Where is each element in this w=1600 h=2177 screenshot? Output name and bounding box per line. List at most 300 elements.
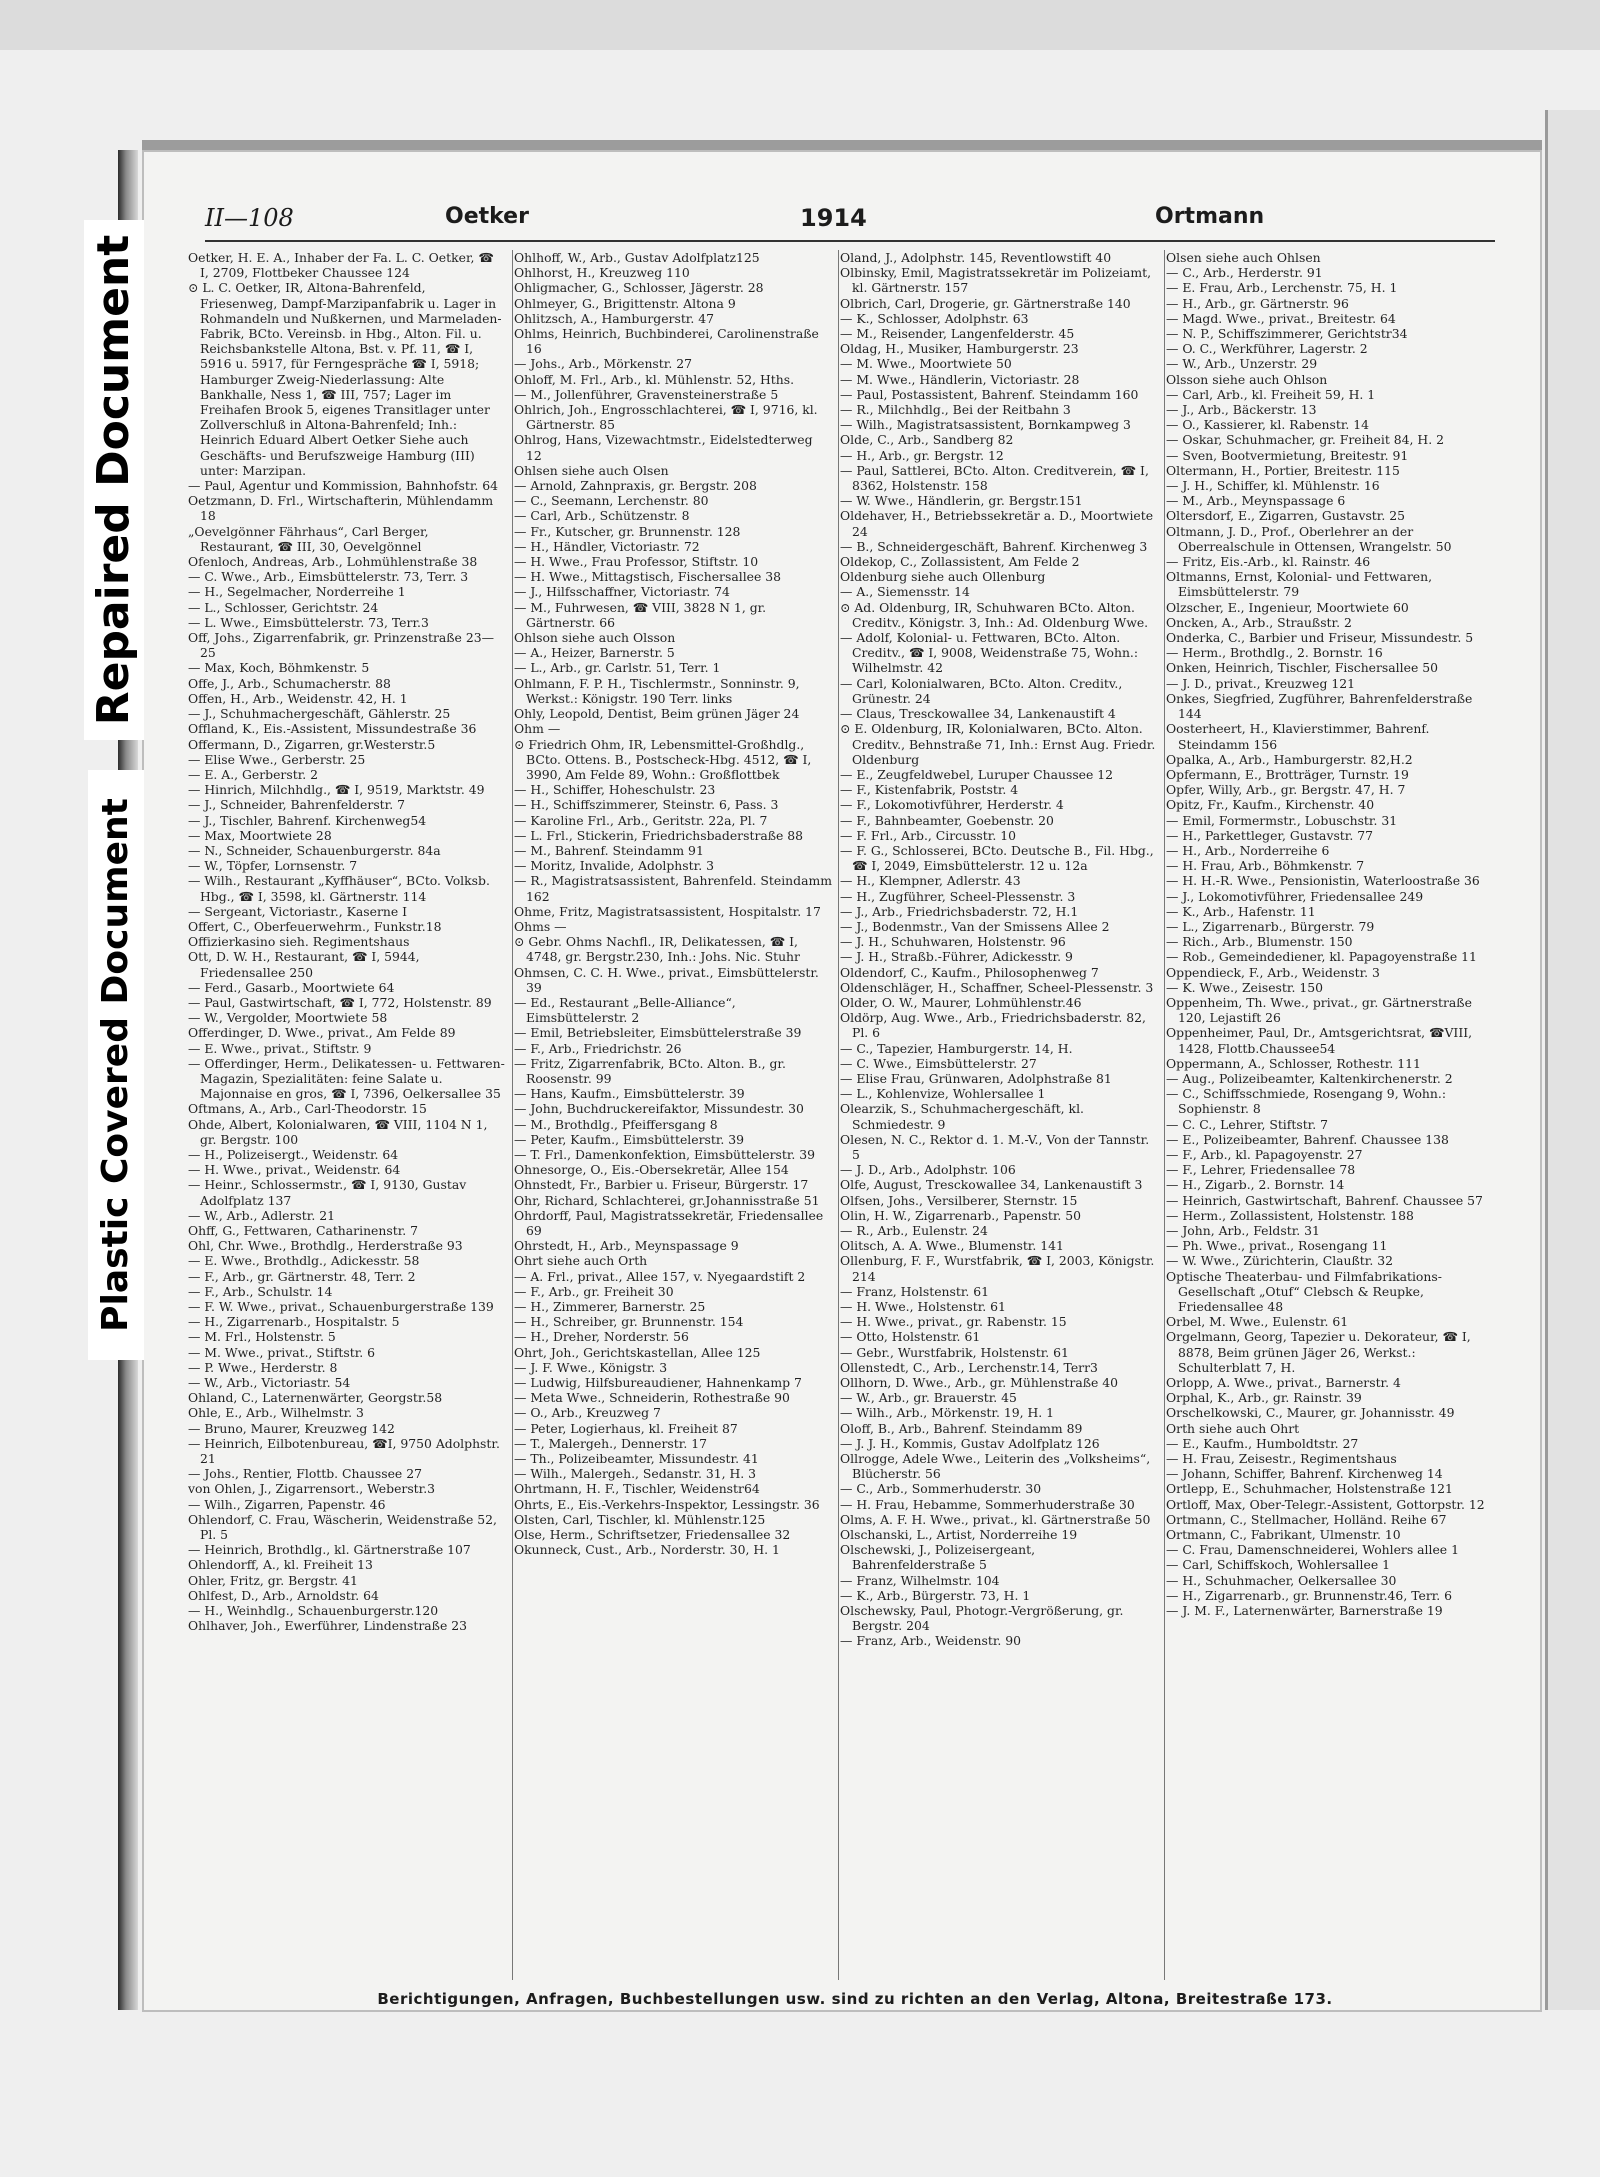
directory-entry: — L. Frl., Stickerin, Friedrichsbaderstraße 88 — [514, 827, 804, 843]
directory-entry: — R., Milchhdlg., Bei der Reitbahn 3 — [840, 402, 1071, 418]
directory-entry: — John, Arb., Feldstr. 31 — [1166, 1223, 1320, 1238]
directory-entry: — J. H., Straßb.-Führer, Adickesstr. 9 — [840, 949, 1073, 965]
directory-entry: — W., Arb., Adlerstr. 21 — [188, 1207, 335, 1223]
directory-entry: — H., Schreiber, gr. Brunnenstr. 154 — [514, 1314, 744, 1330]
directory-entry: — F., Arb., Schulstr. 14 — [188, 1283, 333, 1299]
directory-entry: — Max, Moortwiete 28 — [188, 827, 332, 843]
directory-entry: — Ludwig, Hilfsbureaudiener, Hahnenkamp 7 — [514, 1375, 802, 1391]
directory-entry: — F., Arb., Friedrichstr. 26 — [514, 1040, 682, 1056]
directory-entry: — Gebr., Wurstfabrik, Holstenstr. 61 — [840, 1344, 1069, 1360]
directory-entry: — W., Arb., Victoriastr. 54 — [188, 1375, 351, 1391]
directory-entry: Ohrt, Joh., Gerichtskastellan, Allee 125 — [514, 1344, 761, 1360]
directory-entry: — Elise Frau, Grünwaren, Adolphstraße 81 — [840, 1070, 1112, 1086]
directory-entry: Orgelmann, Georg, Tapezier u. Dekorateur, ☎ I, 8878, Beim grünen Jäger 26, Werkst.: Schulterblatt 7, H. — [1166, 1329, 1471, 1375]
directory-entry: — Heinrich, Eilbotenbureau, ☎I, 9750 Adolphstr. 21 — [188, 1435, 500, 1467]
directory-entry: — F., Lokomotivführer, Herderstr. 4 — [840, 797, 1064, 813]
directory-entry: Oloff, B., Arb., Bahrenf. Steindamm 89 — [840, 1420, 1083, 1436]
directory-entry: — T. Frl., Damenkonfektion, Eimsbüttelerstr. 39 — [514, 1146, 816, 1162]
directory-entry: Orlopp, A. Wwe., privat., Barnerstr. 4 — [1166, 1375, 1401, 1391]
directory-entry: — P. Wwe., Herderstr. 8 — [188, 1359, 338, 1375]
directory-entry: Olse, Herm., Schriftsetzer, Friedensallee 32 — [514, 1527, 791, 1543]
directory-entry: Ohle, E., Arb., Wilhelmstr. 3 — [188, 1405, 364, 1421]
directory-entry: Oetzmann, D. Frl., Wirtschafterin, Mühlendamm 18 — [188, 493, 494, 524]
directory-entry: — M., Jollenführer, Gravensteinerstraße 5 — [514, 386, 779, 402]
directory-entry: Ohlitzsch, A., Hamburgerstr. 47 — [514, 310, 714, 326]
directory-entry: Ortmann, C., Fabrikant, Ulmenstr. 10 — [1166, 1527, 1401, 1543]
directory-entry: — H., Zugführer, Scheel-Plessenstr. 3 — [840, 888, 1076, 904]
directory-entry: Olschewsky, Paul, Photogr.-Vergrößerung, gr. Bergstr. 204 — [840, 1603, 1124, 1634]
directory-entry: — F., Arb., gr. Gärtnerstr. 48, Terr. 2 — [188, 1268, 416, 1284]
directory-entry: Onkes, Siegfried, Zugführer, Bahrenfelderstraße 144 — [1166, 690, 1473, 722]
directory-entry: — Heinrich, Brothdlg., kl. Gärtnerstraße 107 — [188, 1542, 471, 1558]
directory-entry: — Rob., Gemeindediener, kl. Papagoyenstraße 11 — [1166, 949, 1477, 965]
directory-entry: Oltersdorf, E., Zigarren, Gustavstr. 25 — [1166, 508, 1405, 524]
directory-entry: — J., Arb., Bäckerstr. 13 — [1166, 402, 1317, 418]
directory-entry: Oldörp, Aug. Wwe., Arb., Friedrichsbaderstr. 82, Pl. 6 — [840, 1010, 1146, 1041]
directory-entry: — E. Frau, Arb., Lerchenstr. 75, H. 1 — [1166, 280, 1398, 296]
directory-entry: — H. Wwe., Frau Professor, Stiftstr. 10 — [514, 554, 759, 570]
directory-entry: Ohms — — [514, 918, 567, 934]
directory-entry: — E., Kaufm., Humboldtstr. 27 — [1166, 1435, 1359, 1451]
directory-entry: — H., Parkettleger, Gustavstr. 77 — [1166, 827, 1373, 843]
column-2 — [514, 250, 839, 1980]
directory-entry: — L., Arb., gr. Carlstr. 51, Terr. 1 — [514, 660, 721, 676]
directory-entry: Oland, J., Adolphstr. 145, Reventlowstift 40 — [840, 250, 1112, 265]
directory-entry: — Carl, Arb., Schützenstr. 8 — [514, 508, 690, 524]
directory-entry: Ohlmann, F. P. H., Tischlermstr., Sonninstr. 9, Werkst.: Königstr. 190 Terr. links — [514, 675, 800, 706]
directory-entry: — Paul, Gastwirtschaft, ☎ I, 772, Holstenstr. 89 — [188, 994, 492, 1010]
directory-entry: — E., Polizeibeamter, Bahrenf. Chaussee 138 — [1166, 1131, 1449, 1147]
directory-entry: ⊙ L. C. Oetker, IR, Altona-Bahrenfeld, Friesenweg, Dampf-Marzipanfabrik u. Lager in Rohmandeln und Nußkernen, und Marmeladen-Fabrik, BCto. Vereinsb. in Hbg., Alton. Fil. u. Reichsbankstelle Altona, Bst. v. Pf. 11, ☎ I, 5916 u. 5917, für Ferngespräche ☎ I, 5918; Hamburger Zweig-Niederlassung: Alte Bankhalle, Ness 1, ☎ III, 757; Lager im Freihafen Brook 5, eigenes Transitlager unter Zollverschluß in Altona-Bahrenfeld; Inh.: Heinrich Eduard Albert Oetker Siehe auch Geschäfts- und Berufszweige Hamburg (III) unter: Marzipan. — [188, 280, 502, 478]
directory-entry: — C., Seemann, Lerchenstr. 80 — [514, 493, 709, 509]
column-1 — [188, 250, 513, 1980]
directory-entry: Ohlsen siehe auch Olsen — [514, 462, 669, 478]
directory-entry: — H., Arb., gr. Bergstr. 12 — [840, 447, 1004, 463]
directory-entry: Olitsch, A. A. Wwe., Blumenstr. 141 — [840, 1238, 1064, 1254]
directory-entry: — H. Wwe., Mittagstisch, Fischersallee 38 — [514, 569, 782, 585]
directory-entry: — J., Schneider, Bahrenfelderstr. 7 — [188, 797, 405, 813]
directory-entry: — J., Arb., Friedrichsbaderstr. 72, H.1 — [840, 903, 1079, 919]
directory-entry: — John, Buchdruckereifaktor, Missundestr. 30 — [514, 1101, 804, 1117]
directory-entry: Ohrt siehe auch Orth — [514, 1253, 648, 1269]
directory-entry: — H. H.-R. Wwe., Pensionistin, Waterloostraße 36 — [1166, 873, 1480, 889]
directory-entry: — F. G., Schlosserei, BCto. Deutsche B., Fil. Hbg., ☎ I, 2049, Eimsbüttelerstr. 12 u. 12a — [840, 842, 1154, 874]
directory-entry: — Magd. Wwe., privat., Breitestr. 64 — [1166, 310, 1396, 326]
directory-entry: Ohland, C., Laternenwärter, Georgstr.58 — [188, 1390, 443, 1406]
directory-entry: Oltermann, H., Portier, Breitestr. 115 — [1166, 462, 1400, 478]
directory-entry: — M., Fuhrwesen, ☎ VIII, 3828 N 1, gr. Gärtnerstr. 66 — [514, 599, 767, 630]
directory-entry: Ohler, Fritz, gr. Bergstr. 41 — [188, 1572, 358, 1588]
directory-entry: Opitz, Fr., Kaufm., Kirchenstr. 40 — [1166, 797, 1375, 813]
directory-entry: — B., Schneidergeschäft, Bahrenf. Kirchenweg 3 — [840, 538, 1148, 554]
directory-entry: Ohnstedt, Fr., Barbier u. Friseur, Bürgerstr. 17 — [514, 1177, 809, 1193]
page-footer: Berichtigungen, Anfragen, Buchbestellungen usw. sind zu richten an den Verlag, Altona, Breitestraße 173. — [377, 1990, 1333, 2008]
directory-entry: Ortlepp, E., Schuhmacher, Holstenstraße 121 — [1166, 1481, 1453, 1497]
directory-entry: — O., Kassierer, kl. Rabenstr. 14 — [1166, 417, 1370, 433]
directory-entry: — C., Arb., Herderstr. 91 — [1166, 265, 1323, 281]
directory-entry: Olms, A. F. H. Wwe., privat., kl. Gärtnerstraße 50 — [840, 1511, 1151, 1527]
directory-entry: — Herm., Zollassistent, Holstenstr. 188 — [1166, 1207, 1414, 1223]
directory-entry: ⊙ Friedrich Ohm, IR, Lebensmittel-Großhdlg., BCto. Ottens. B., Postscheck-Hbg. 4512, ☎ I, 3990, Am Felde 89, Wohn.: Großflottbek — [514, 736, 812, 782]
directory-entry: Ollhorn, D. Wwe., Arb., gr. Mühlenstraße 40 — [840, 1375, 1119, 1391]
directory-entry: — K., Arb., Hafenstr. 11 — [1166, 903, 1316, 919]
directory-entry: ⊙ Gebr. Ohms Nachfl., IR, Delikatessen, ☎ I, 4748, gr. Bergstr.230, Inh.: Johs. Nic. Stuhr — [514, 934, 800, 965]
directory-entry: Ohm — — [514, 721, 561, 737]
directory-entry: — Herm., Brothdlg., 2. Bornstr. 16 — [1166, 645, 1383, 661]
directory-entry: — L., Kohlenvize, Wohlersallee 1 — [840, 1086, 1046, 1102]
directory-entry: — W. Wwe., Zürichterin, Claußtr. 32 — [1166, 1253, 1393, 1269]
directory-entry: — Wilh., Zigarren, Papenstr. 46 — [188, 1496, 386, 1512]
directory-entry: Offert, C., Oberfeuerwehrm., Funkstr.18 — [188, 918, 442, 934]
directory-entry: — A. Frl., privat., Allee 157, v. Nyegaardstift 2 — [514, 1268, 806, 1284]
directory-entry: — Emil, Betriebsleiter, Eimsbüttelerstraße 39 — [514, 1025, 802, 1041]
directory-entry: — Ph. Wwe., privat., Rosengang 11 — [1166, 1238, 1388, 1254]
column-3 — [840, 250, 1165, 1980]
directory-entry: Oncken, A., Arb., Straußstr. 2 — [1166, 614, 1352, 630]
directory-entry: — F. W. Wwe., privat., Schauenburgerstraße 139 — [188, 1299, 494, 1315]
directory-entry: Offerdinger, D. Wwe., privat., Am Felde 89 — [188, 1025, 456, 1041]
directory-entry: Ohlfest, D., Arb., Arnoldstr. 64 — [188, 1587, 379, 1603]
directory-entry: Ohlhorst, H., Kreuzweg 110 — [514, 265, 690, 281]
directory-entry: — Carl, Kolonialwaren, BCto. Alton. Creditv., Grünestr. 24 — [840, 675, 1123, 706]
directory-entry: Ohde, Albert, Kolonialwaren, ☎ VIII, 1104 N 1, gr. Bergstr. 100 — [188, 1116, 488, 1147]
directory-entry: — Sergeant, Victoriastr., Kaserne I — [188, 903, 408, 919]
directory-entry: — C., Tapezier, Hamburgerstr. 14, H. — [840, 1040, 1073, 1056]
directory-entry: Ohlms, Heinrich, Buchbinderei, Carolinenstraße 16 — [514, 326, 819, 357]
directory-entry: Ohlson siehe auch Olsson — [514, 630, 676, 646]
directory-entry: Oldekop, C., Zollassistent, Am Felde 2 — [840, 554, 1080, 570]
directory-entry: Olbinsky, Emil, Magistratssekretär im Polizeiamt, kl. Gärtnerstr. 157 — [840, 265, 1152, 296]
directory-entry: Ohnesorge, O., Eis.-Obersekretär, Allee 154 — [514, 1162, 789, 1178]
directory-entry: — M. Wwe., Händlerin, Victoriastr. 28 — [840, 371, 1080, 387]
directory-entry: Ohlrog, Hans, Vizewachtmstr., Eidelstedterweg 12 — [514, 432, 813, 463]
directory-entry: — Karoline Frl., Arb., Geritstr. 22a, Pl. 7 — [514, 812, 768, 828]
directory-entry: — J. F. Wwe., Königstr. 3 — [514, 1359, 668, 1375]
directory-entry: Ohly, Leopold, Dentist, Beim grünen Jäger 24 — [514, 706, 800, 722]
directory-entry: — Hans, Kaufm., Eimsbüttelerstr. 39 — [514, 1086, 745, 1102]
directory-entry: — H., Dreher, Norderstr. 56 — [514, 1329, 689, 1345]
directory-entry: Oldenschläger, H., Schaffner, Scheel-Plessenstr. 3 — [840, 979, 1154, 995]
directory-entry: Opfermann, E., Brotträger, Turnstr. 19 — [1166, 766, 1409, 782]
directory-entry: — Johs., Arb., Mörkenstr. 27 — [514, 356, 692, 372]
directory-entry: Ortmann, C., Stellmacher, Holländ. Reihe 67 — [1166, 1511, 1447, 1527]
directory-entry: Oldenburg siehe auch Ollenburg — [840, 569, 1046, 585]
directory-entry: ⊙ E. Oldenburg, IR, Kolonialwaren, BCto. Alton. Creditv., Behnstraße 71, Inh.: Ernst Aug. Friedr. Oldenburg — [840, 721, 1156, 767]
directory-entry: — Bruno, Maurer, Kreuzweg 142 — [188, 1420, 395, 1436]
directory-entry: Orth siehe auch Ohrt — [1166, 1420, 1300, 1436]
directory-entry: Opfer, Willy, Arb., gr. Bergstr. 47, H. 7 — [1166, 782, 1406, 798]
directory-entry: Offermann, D., Zigarren, gr.Westerstr.5 — [188, 736, 436, 752]
directory-entry: — A., Heizer, Barnerstr. 5 — [514, 645, 675, 661]
directory-entry: — H., Schiffer, Hoheschulstr. 23 — [514, 782, 716, 798]
directory-entry: — H., Segelmacher, Norderreihe 1 — [188, 584, 406, 600]
directory-entry: — O., Arb., Kreuzweg 7 — [514, 1405, 661, 1421]
directory-entry: — Fritz, Zigarrenfabrik, BCto. Alton. B., gr. Roosenstr. 99 — [514, 1055, 786, 1086]
directory-entry: „Oevelgönner Fährhaus“, Carl Berger, Restaurant, ☎ III, 30, Oevelgönnel — [188, 523, 429, 554]
directory-entry: — E. Wwe., privat., Stiftstr. 9 — [188, 1040, 372, 1056]
directory-entry: — W., Vergolder, Moortwiete 58 — [188, 1010, 388, 1026]
directory-entry: — M. Wwe., Moortwiete 50 — [840, 356, 1012, 372]
directory-entry: — Fr., Kutscher, gr. Brunnenstr. 128 — [514, 523, 741, 539]
directory-entry: Oldendorf, C., Kaufm., Philosophenweg 7 — [840, 964, 1099, 980]
directory-entry: Olsson siehe auch Ohlson — [1166, 371, 1328, 387]
directory-entry: — Franz, Arb., Weidenstr. 90 — [840, 1633, 1022, 1649]
directory-entry: Ollenburg, F. F., Wurstfabrik, ☎ I, 2003, Königstr. 214 — [840, 1253, 1155, 1284]
directory-entry: — H., Schiffszimmerer, Steinstr. 6, Pass. 3 — [514, 797, 779, 813]
directory-entry: — L. Wwe., Eimsbüttelerstr. 73, Terr.3 — [188, 614, 429, 630]
directory-entry: — E. Wwe., Brothdlg., Adickesstr. 58 — [188, 1253, 420, 1269]
directory-entry: — Wilh., Malergeh., Sedanstr. 31, H. 3 — [514, 1466, 757, 1482]
directory-entry: Olsen siehe auch Ohlsen — [1166, 250, 1321, 265]
repaired-document-label: Repaired Document — [84, 220, 144, 740]
directory-entry: — Oskar, Schuhmacher, gr. Freiheit 84, H. 2 — [1166, 432, 1444, 448]
directory-entry: Ohlhaver, Joh., Ewerführer, Lindenstraße 23 — [188, 1618, 467, 1634]
directory-entry: — J. M. F., Laternenwärter, Barnerstraße 19 — [1166, 1603, 1443, 1619]
directory-entry: — Fritz, Eis.-Arb., kl. Rainstr. 46 — [1166, 554, 1371, 570]
directory-entry: — Ferd., Gasarb., Moortwiete 64 — [188, 979, 395, 995]
directory-entry: Olearzik, S., Schuhmachergeschäft, kl. Schmiedestr. 9 — [840, 1101, 1084, 1132]
directory-entry: ⊙ Ad. Oldenburg, IR, Schuhwaren BCto. Alton. Creditv., Königstr. 3, Inh.: Ad. Oldenburg Wwe. — [840, 599, 1149, 630]
directory-entry: — Max, Koch, Böhmkenstr. 5 — [188, 660, 370, 676]
directory-entry: Oppenheim, Th. Wwe., privat., gr. Gärtnerstraße 120, Lejastift 26 — [1166, 994, 1472, 1026]
directory-entry: — J., Bodenmstr., Van der Smissens Allee 2 — [840, 918, 1110, 934]
directory-entry: — Rich., Arb., Blumenstr. 150 — [1166, 934, 1353, 950]
directory-entry: — Carl, Schiffskoch, Wohlersallee 1 — [1166, 1557, 1390, 1573]
directory-entry: — Aug., Polizeibeamter, Kaltenkirchenerstr. 2 — [1166, 1070, 1453, 1086]
header-year: 1914 — [800, 204, 867, 232]
directory-entry: Orphal, K., Arb., gr. Rainstr. 39 — [1166, 1390, 1362, 1406]
directory-entry: Ohmsen, C. C. H. Wwe., privat., Eimsbüttelerstr. 39 — [514, 964, 819, 995]
directory-entry: — A., Siemensstr. 14 — [840, 584, 970, 600]
directory-entry: Optische Theaterbau- und Filmfabrikations-Gesellschaft „Otuf“ Clebsch & Reupke, Friedensallee 48 — [1166, 1268, 1442, 1315]
directory-entry: — N., Schneider, Schauenburgerstr. 84a — [188, 842, 441, 858]
directory-entry: — Peter, Kaufm., Eimsbüttelerstr. 39 — [514, 1131, 745, 1147]
directory-entry: — O. C., Werkführer, Lagerstr. 2 — [1166, 341, 1368, 357]
directory-entry: — Johann, Schiffer, Bahrenf. Kirchenweg 14 — [1166, 1466, 1443, 1482]
plastic-covered-document-label: Plastic Covered Document — [88, 770, 144, 1360]
directory-entry: Ohff, G., Fettwaren, Catharinenstr. 7 — [188, 1223, 419, 1238]
directory-entry: Olzscher, E., Ingenieur, Moortwiete 60 — [1166, 599, 1409, 615]
page-header — [205, 200, 1495, 242]
directory-entry: Ollenstedt, C., Arb., Lerchenstr.14, Terr3 — [840, 1359, 1098, 1375]
directory-entry: — Claus, Tresckowallee 34, Lankenaustift 4 — [840, 706, 1116, 722]
directory-entry: Ollrogge, Adele Wwe., Leiterin des „Volksheims“, Blücherstr. 56 — [840, 1451, 1151, 1482]
directory-entry: Orschelkowski, C., Maurer, gr. Johannisstr. 49 — [1166, 1405, 1455, 1421]
directory-entry: — Elise Wwe., Gerberstr. 25 — [188, 751, 366, 767]
directory-entry: — H. Frau, Hebamme, Sommerhuderstraße 30 — [840, 1496, 1135, 1512]
column-4 — [1166, 250, 1496, 1980]
directory-entry: Ofenloch, Andreas, Arb., Lohmühlenstraße 38 — [188, 554, 478, 570]
directory-entry: — J. D., Arb., Adolphstr. 106 — [840, 1162, 1016, 1178]
directory-entry: — W., Arb., gr. Brauerstr. 45 — [840, 1390, 1017, 1406]
directory-entry: — M. Wwe., privat., Stiftstr. 6 — [188, 1344, 376, 1360]
directory-entry: — H. Wwe., Holstenstr. 61 — [840, 1299, 1006, 1315]
directory-entry: Oppendieck, F., Arb., Weidenstr. 3 — [1166, 964, 1380, 980]
directory-entry: — J. H., Schiffer, kl. Mühlenstr. 16 — [1166, 478, 1380, 494]
directory-entry: Ohl, Chr. Wwe., Brothdlg., Herderstraße 93 — [188, 1238, 463, 1254]
directory-entry: — F. Frl., Arb., Circusstr. 10 — [840, 827, 1016, 843]
directory-entry: Older, O. W., Maurer, Lohmühlenstr.46 — [840, 994, 1082, 1010]
directory-entry: Ohlendorf, C. Frau, Wäscherin, Weidenstraße 52, Pl. 5 — [188, 1511, 497, 1543]
directory-entry: — Offerdinger, Herm., Delikatessen- u. Fettwaren-Magazin, Spezialitäten: feine Salate u. Majonnaise en gros, ☎ I, 7396, Oelkersallee 35 — [188, 1055, 505, 1102]
directory-entry: — F., Arb., kl. Papagoyenstr. 27 — [1166, 1146, 1363, 1162]
directory-entry: — C. Wwe., Arb., Eimsbüttelerstr. 73, Terr. 3 — [188, 569, 469, 585]
directory-entry: — C. C., Lehrer, Stiftstr. 7 — [1166, 1116, 1328, 1132]
directory-entry: — K. Wwe., Zeisestr. 150 — [1166, 979, 1323, 995]
directory-entry: — C. Frau, Damenschneiderei, Wohlers allee 1 — [1166, 1542, 1459, 1558]
directory-entry: Ohrts, E., Eis.-Verkehrs-Inspektor, Lessingstr. 36 — [514, 1496, 820, 1512]
directory-entry: — H., Arb., gr. Gärtnerstr. 96 — [1166, 295, 1349, 311]
directory-entry: Offizierkasino sieh. Regimentshaus — [188, 934, 410, 950]
directory-entry: — T., Malergeh., Dennerstr. 17 — [514, 1435, 707, 1451]
directory-entry: — Wilh., Restaurant „Kyffhäuser“, BCto. Volksb. Hbg., ☎ I, 3598, kl. Gärtnerstr. 114 — [188, 873, 490, 904]
directory-entry: — M., Arb., Meynspassage 6 — [1166, 493, 1346, 509]
directory-entry: Ortloff, Max, Ober-Telegr.-Assistent, Gottorpstr. 12 — [1166, 1496, 1485, 1512]
directory-entry: Ohrstedt, H., Arb., Meynspassage 9 — [514, 1238, 739, 1254]
directory-entry: Olschanski, L., Artist, Norderreihe 19 — [840, 1527, 1078, 1543]
directory-entry: Olsten, Carl, Tischler, kl. Mühlenstr.125 — [514, 1511, 766, 1527]
directory-entry: — W., Töpfer, Lornsenstr. 7 — [188, 858, 358, 874]
directory-entry: Olschewski, J., Polizeisergeant, Bahrenfelderstraße 5 — [840, 1542, 1036, 1573]
directory-entry: Okunneck, Cust., Arb., Norderstr. 30, H. 1 — [514, 1542, 780, 1558]
directory-entry: — J. H., Schuhwaren, Holstenstr. 96 — [840, 934, 1066, 950]
directory-entry: — Carl, Arb., kl. Freiheit 59, H. 1 — [1166, 386, 1376, 402]
directory-entry: — J., Lokomotivführer, Friedensallee 249 — [1166, 888, 1424, 904]
directory-entry: Olde, C., Arb., Sandberg 82 — [840, 432, 1014, 448]
directory-entry: — E., Zeugfeldwebel, Luruper Chaussee 12 — [840, 766, 1114, 782]
directory-entry: — L., Schlosser, Gerichtstr. 24 — [188, 599, 379, 615]
directory-entry: — Franz, Wilhelmstr. 104 — [840, 1572, 1000, 1588]
directory-entry: — H. Wwe., privat., gr. Rabenstr. 15 — [840, 1314, 1067, 1330]
directory-entry: Opalka, A., Arb., Hamburgerstr. 82,H.2 — [1166, 751, 1413, 767]
directory-entry: — H., Zigarb., 2. Bornstr. 14 — [1166, 1177, 1345, 1193]
directory-entry: Olbrich, Carl, Drogerie, gr. Gärtnerstraße 140 — [840, 295, 1131, 311]
directory-entry: — H., Schuhmacher, Oelkersallee 30 — [1166, 1572, 1397, 1588]
directory-entry: Oltmann, J. D., Prof., Oberlehrer an der Oberrealschule in Ottensen, Wrangelstr. 50 — [1166, 523, 1452, 554]
header-last-entry: Ortmann — [1155, 204, 1265, 229]
directory-entry: — H., Arb., Norderreihe 6 — [1166, 842, 1330, 858]
directory-entry: — F., Bahnbeamter, Goebenstr. 20 — [840, 812, 1054, 828]
directory-entry: — J. D., privat., Kreuzweg 121 — [1166, 675, 1355, 691]
directory-entry: Off, Johs., Zigarrenfabrik, gr. Prinzenstraße 23—25 — [188, 630, 494, 661]
directory-entry: Oppenheimer, Paul, Dr., Amtsgerichtsrat, ☎VIII, 1428, Flottb.Chaussee54 — [1166, 1025, 1473, 1056]
directory-entry: — J., Hilfsschaffner, Victoriastr. 74 — [514, 584, 730, 600]
directory-entry: — Peter, Logierhaus, kl. Freiheit 87 — [514, 1420, 738, 1436]
directory-entry: — K., Schlosser, Adolphstr. 63 — [840, 310, 1029, 326]
page-number: II—108 — [205, 204, 294, 232]
directory-entry: Ohr, Richard, Schlachterei, gr.Johannisstraße 51 — [514, 1192, 820, 1208]
directory-entry: Ohrdorff, Paul, Magistratssekretär, Friedensallee 69 — [514, 1207, 824, 1238]
directory-entry: — F., Arb., gr. Freiheit 30 — [514, 1283, 674, 1299]
directory-entry: — Th., Polizeibeamter, Missundestr. 41 — [514, 1451, 759, 1467]
directory-entry: von Ohlen, J., Zigarrensort., Weberstr.3 — [188, 1481, 436, 1497]
directory-entry: Ohligmacher, G., Schlosser, Jägerstr. 28 — [514, 280, 764, 296]
directory-entry: — C., Schiffsschmiede, Rosengang 9, Wohn.: Sophienstr. 8 — [1166, 1086, 1446, 1117]
directory-entry: — M., Brothdlg., Pfeiffersgang 8 — [514, 1116, 718, 1132]
directory-entry: Oosterheert, H., Klavierstimmer, Bahrenf. Steindamm 156 — [1166, 721, 1430, 752]
directory-entry: Oltmanns, Ernst, Kolonial- und Fettwaren, Eimsbüttelerstr. 79 — [1166, 569, 1433, 600]
directory-entry: — Paul, Sattlerei, BCto. Alton. Creditverein, ☎ I, 8362, Holstenstr. 158 — [840, 462, 1149, 494]
directory-entry: — Heinrich, Gastwirtschaft, Bahrenf. Chaussee 57 — [1166, 1192, 1483, 1208]
directory-entry: — Otto, Holstenstr. 61 — [840, 1329, 981, 1345]
directory-entry: Offland, K., Eis.-Assistent, Missundestraße 36 — [188, 721, 477, 737]
directory-entry: Oftmans, A., Arb., Carl-Theodorstr. 15 — [188, 1101, 427, 1117]
directory-entry: — J., Schuhmachergeschäft, Gählerstr. 25 — [188, 706, 451, 722]
directory-entry: — M., Bahrenf. Steindamm 91 — [514, 842, 704, 858]
directory-entry: — H., Weinhdlg., Schauenburgerstr.120 — [188, 1603, 439, 1619]
directory-entry: — J. J. H., Kommis, Gustav Adolfplatz 126 — [840, 1435, 1100, 1451]
directory-entry: Ohlendorff, A., kl. Freiheit 13 — [188, 1557, 373, 1573]
directory-entry: — Paul, Postassistent, Bahrenf. Steindamm 160 — [840, 386, 1139, 402]
directory-entry: — Paul, Agentur und Kommission, Bahnhofstr. 64 — [188, 478, 499, 494]
directory-entry: Olesen, N. C., Rektor d. 1. M.-V., Von der Tannstr. 5 — [840, 1131, 1150, 1162]
directory-entry: — F., Lehrer, Friedensallee 78 — [1166, 1162, 1356, 1178]
directory-entry: — Arnold, Zahnpraxis, gr. Bergstr. 208 — [514, 478, 757, 494]
directory-entry: Ohrtmann, H. F., Tischler, Weidenstr64 — [514, 1481, 760, 1497]
directory-entry: — Wilh., Magistratsassistent, Bornkampweg 3 — [840, 417, 1131, 433]
directory-entry: — H. Frau, Arb., Böhmkenstr. 7 — [1166, 858, 1365, 874]
directory-entry: Olfe, August, Tresckowallee 34, Lankenaustift 3 — [840, 1177, 1143, 1193]
directory-entry: — H., Polizeisergt., Weidenstr. 64 — [188, 1146, 399, 1162]
directory-entry: — Moritz, Invalide, Adolphstr. 3 — [514, 858, 714, 874]
directory-entry: Oldag, H., Musiker, Hamburgerstr. 23 — [840, 341, 1079, 357]
directory-entry: — E. A., Gerberstr. 2 — [188, 766, 319, 782]
directory-entry: — H., Zigarrenarb., gr. Brunnenstr.46, Terr. 6 — [1166, 1587, 1453, 1603]
directory-entry: — Hinrich, Milchhdlg., ☎ I, 9519, Marktstr. 49 — [188, 782, 485, 798]
directory-entry: Offe, J., Arb., Schumacherstr. 88 — [188, 675, 391, 691]
directory-entry: Ohlrich, Joh., Engrosschlachterei, ☎ I, 9716, kl. Gärtnerstr. 85 — [514, 402, 818, 433]
directory-entry: — H., Händler, Victoriastr. 72 — [514, 538, 700, 554]
directory-entry: — N. P., Schiffszimmerer, Gerichtstr34 — [1166, 326, 1408, 342]
directory-entry: — H. Frau, Zeisestr., Regimentshaus — [1166, 1451, 1397, 1467]
directory-entry: — R., Magistratsassistent, Bahrenfeld. Steindamm 162 — [514, 873, 832, 904]
directory-entry: — Sven, Bootvermietung, Breitestr. 91 — [1166, 447, 1409, 463]
directory-entry: — C. Wwe., Eimsbüttelerstr. 27 — [840, 1055, 1037, 1071]
directory-entry: — Adolf, Kolonial- u. Fettwaren, BCto. Alton. Creditv., ☎ I, 9008, Weidenstraße 75, Wohn.: Wilhelmstr. 42 — [840, 630, 1139, 676]
directory-columns — [188, 250, 1496, 1980]
directory-entry: — Johs., Rentier, Flottb. Chaussee 27 — [188, 1466, 422, 1482]
directory-entry: Onken, Heinrich, Tischler, Fischersallee 50 — [1166, 660, 1438, 676]
directory-entry: Ott, D. W. H., Restaurant, ☎ I, 5944, Friedensallee 250 — [188, 949, 420, 980]
directory-entry: Onderka, C., Barbier und Friseur, Missundestr. 5 — [1166, 630, 1474, 646]
directory-entry: — Emil, Formermstr., Lobuschstr. 31 — [1166, 812, 1398, 828]
directory-entry: — C., Arb., Sommerhuderstr. 30 — [840, 1481, 1042, 1497]
directory-entry: — F., Kistenfabrik, Poststr. 4 — [840, 782, 1019, 798]
header-first-entry: Oetker — [445, 204, 529, 229]
directory-entry: — Wilh., Arb., Mörkenstr. 19, H. 1 — [840, 1405, 1055, 1421]
directory-entry: Olin, H. W., Zigarrenarb., Papenstr. 50 — [840, 1207, 1082, 1223]
scan-top-band — [0, 0, 1600, 50]
directory-entry: — W. Wwe., Händlerin, gr. Bergstr.151 — [840, 493, 1083, 509]
directory-entry: — M. Frl., Holstenstr. 5 — [188, 1329, 336, 1345]
right-margin — [1545, 110, 1600, 2010]
directory-entry: Oetker, H. E. A., Inhaber der Fa. L. C. Oetker, ☎ I, 2709, Flottbeker Chaussee 124 — [188, 250, 494, 281]
directory-entry: Orbel, M. Wwe., Eulenstr. 61 — [1166, 1314, 1349, 1330]
directory-entry: Oppermann, A., Schlosser, Rothestr. 111 — [1166, 1055, 1421, 1071]
directory-entry: Ohme, Fritz, Magistratsassistent, Hospitalstr. 17 — [514, 903, 821, 919]
directory-entry: — W., Arb., Unzerstr. 29 — [1166, 356, 1318, 372]
directory-entry: — J., Tischler, Bahrenf. Kirchenweg54 — [188, 812, 427, 828]
directory-entry: Oldehaver, H., Betriebssekretär a. D., Moortwiete 24 — [840, 508, 1154, 539]
directory-entry: — Heinr., Schlossermstr., ☎ I, 9130, Gustav Adolfplatz 137 — [188, 1177, 467, 1208]
directory-entry: — Meta Wwe., Schneiderin, Rothestraße 90 — [514, 1390, 790, 1406]
directory-entry: — H., Klempner, Adlerstr. 43 — [840, 873, 1021, 889]
directory-entry: — Ed., Restaurant „Belle-Alliance“, Eimsbüttelerstr. 2 — [514, 994, 736, 1026]
directory-entry: Ohlmeyer, G., Brigittenstr. Altona 9 — [514, 295, 736, 311]
directory-entry: Offen, H., Arb., Weidenstr. 42, H. 1 — [188, 690, 408, 706]
directory-entry: — R., Arb., Eulenstr. 24 — [840, 1223, 988, 1238]
directory-entry: — Franz, Holstenstr. 61 — [840, 1283, 990, 1299]
